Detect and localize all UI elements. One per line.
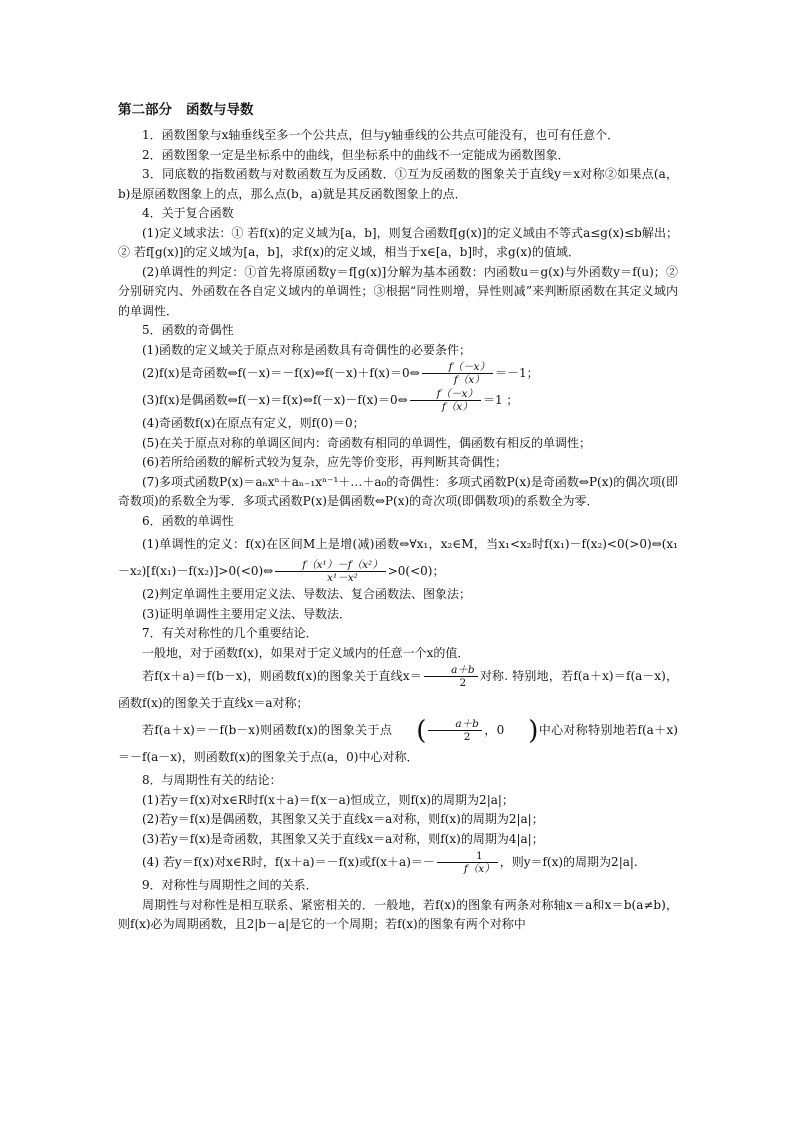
item-6-heading: 6．函数的单调性 <box>142 513 234 528</box>
item-6-3: (3)证明单调性主要用定义法、导数法． <box>142 606 351 621</box>
period-numerator: 1 <box>437 850 498 863</box>
center-fraction <box>428 718 481 743</box>
center-denominator: 2 <box>463 731 471 743</box>
item-8-3: (3)若y＝f(x)是奇函数，其图象又关于直线x＝a对称，则f(x)的周期为4|a|； <box>142 831 544 846</box>
item-8-1: (1)若y＝f(x)对x∈R时f(x＋a)＝f(x－a)恒成立，则f(x)的周期为2|a|； <box>142 792 514 807</box>
item-6-1-text: (1)单调性的定义：f(x)在区间M上是增(减)函数⇔∀x₁，x₂∈M，当x₁<x₂时f(x₁)－f(x₂)<0(>0)⇔(x₁－x₂)[f(x₁)－f(x₂)]>0(<0)⇔ <box>118 537 678 578</box>
right-paren: ) <box>528 715 539 746</box>
item-8-heading: 8．与周期性有关的结论： <box>142 773 282 787</box>
center-second-coord: ，0 <box>483 723 505 737</box>
axis-fraction <box>424 664 477 689</box>
item-5-1: (1)函数的定义域关于原点对称是函数具有奇偶性的必要条件； <box>142 342 472 357</box>
even-ratio-fraction <box>410 388 481 413</box>
even-ratio-denominator: f（x） <box>441 401 473 413</box>
item-5-3-text: (3)f(x)是偶函数⇔f(－x)＝f(x)⇔f(－x)－f(x)＝0⇔ <box>142 393 408 407</box>
item-1: 1．函数图象与x轴垂线至多一个公共点，但与y轴垂线的公共点可能没有，也可有任意个． <box>142 128 620 142</box>
monotonic-numerator: f（x¹）－f（x²） <box>275 559 386 572</box>
left-paren: ( <box>416 715 427 746</box>
item-6-1-tail: >0(<0)； <box>387 564 445 578</box>
monotonic-fraction <box>275 559 386 584</box>
item-9-heading: 9．对称性与周期性之间的关系． <box>142 878 318 892</box>
item-5-heading: 5．函数的奇偶性 <box>142 323 234 337</box>
item-5-7: (7)多项式函数P(x)＝aₙxⁿ＋aₙ₋₁xⁿ⁻¹＋…＋a₀的奇偶性：多项式函数P(x)是奇函数⇔P(x)的偶次项(即奇数项)的系数全为零．多项式函数P(x)是偶函数⇔P(x)的奇次项(即偶数项)的系数全为零． <box>118 474 678 508</box>
section-title <box>118 100 678 120</box>
monotonic-denominator: x¹－x² <box>327 572 358 584</box>
item-8-4-tail: ，则y＝f(x)的周期为2|a|. <box>499 855 638 869</box>
item-7-2-text: 若f(x＋a)＝f(b－x)，则函数f(x)的图象关于直线x＝ <box>142 669 423 683</box>
item-7-1: 一般地，对于函数f(x)，如果对于定义域内的任意一个x的值． <box>142 645 470 660</box>
item-2: 2．函数图象一定是坐标系中的曲线，但坐标系中的曲线不一定能成为函数图象． <box>142 147 570 162</box>
item-7-heading: 7．有关对称性的几个重要结论． <box>142 626 318 640</box>
item-8-2: (2)若y＝f(x)是偶函数，其图象又关于直线x＝a对称，则f(x)的周期为2|a|； <box>142 812 544 826</box>
item-7-2-tail: 对称. 特别地，若f(a＋x)＝f(a－x)，函数f(x)的图象关于直线x＝a对称； <box>118 669 678 710</box>
period-denominator: f（x） <box>463 863 495 875</box>
item-4-1: (1)定义域求法：① 若f(x)的定义域为[a，b]，则复合函数f[g(x)]的定义域由不等式a≤g(x)≤b解出；② 若f[g(x)]的定义域为[a，b]，求f(x)的定义域，相当于x∈[a，b]时，求g(x)的值域． <box>118 225 678 259</box>
period-fraction <box>437 850 498 875</box>
odd-ratio-numerator: f（－x） <box>422 361 493 374</box>
axis-numerator: a＋b <box>424 664 477 677</box>
odd-ratio-denominator: f（x） <box>453 374 485 386</box>
item-5-2-tail: ＝－1； <box>494 366 539 380</box>
item-4-2: (2)单调性的判定：①首先将原函数y＝f[g(x)]分解为基本函数：内函数u＝g(x)与外函数y＝f(u)；②分别研究内、外函数在各自定义域内的单调性；③根据“同性则增，异性则减”来判断原函数在其定义域内的单调性． <box>118 264 678 318</box>
axis-denominator: 2 <box>459 677 467 689</box>
item-8-4 <box>118 849 678 876</box>
item-5-2-text: (2)f(x)是奇函数⇔f(－x)＝－f(x)⇔f(－x)＋f(x)＝0⇔ <box>142 366 420 380</box>
item-5-4: (4)奇函数f(x)在原点有定义，则f(0)＝0； <box>142 416 365 430</box>
item-7-3-text: 若f(a＋x)＝－f(b－x)则函数f(x)的图象关于点 <box>142 723 393 737</box>
item-4-heading: 4．关于复合函数 <box>142 206 234 220</box>
item-6-2: (2)判定单调性主要用定义法、导数法、复合函数法、图象法； <box>142 587 472 601</box>
odd-ratio-fraction <box>422 361 493 386</box>
item-7-2 <box>118 663 678 717</box>
even-ratio-numerator: f（－x） <box>410 388 481 401</box>
item-8-4-text: (4) 若y＝f(x)对x∈R时，f(x＋a)＝－f(x)或f(x＋a)＝－ <box>142 855 435 869</box>
item-5-3 <box>118 387 678 414</box>
item-5-3-tail: ＝1 ； <box>482 393 519 407</box>
item-6-1 <box>118 531 678 585</box>
section-part: 第二部分 <box>118 102 172 118</box>
item-9-1: 周期性与对称性是相互联系、紧密相关的．一般地，若f(x)的图象有两条对称轴x＝a和x＝b(a≠b)，则f(x)必为周期函数，且2|b－a|是它的一个周期；若f(x)的图象有两个对称中 <box>118 897 678 931</box>
item-7-3 <box>118 717 678 771</box>
center-numerator: a＋b <box>428 718 481 731</box>
item-5-5: (5)在关于原点对称的单调区间内：奇函数有相同的单调性，偶函数有相反的单调性； <box>142 435 592 450</box>
section-topic: 函数与导数 <box>186 102 254 118</box>
item-3: 3．同底数的指数函数与对数函数互为反函数．①互为反函数的图象关于直线y＝x对称②如果点(a，b)是原函数图象上的点，那么点(b，a)就是其反函数图象上的点． <box>118 167 678 201</box>
item-5-2 <box>118 360 678 387</box>
item-5-6: (6)若所给函数的解析式较为复杂，应先等价变形，再判断其奇偶性； <box>142 455 508 469</box>
item-7-3-tail: 中心对称特别地若f(a＋x)＝－f(a－x)，则函数f(x)的图象关于点(a，0)中心对称． <box>118 723 678 764</box>
document-page <box>118 100 678 935</box>
